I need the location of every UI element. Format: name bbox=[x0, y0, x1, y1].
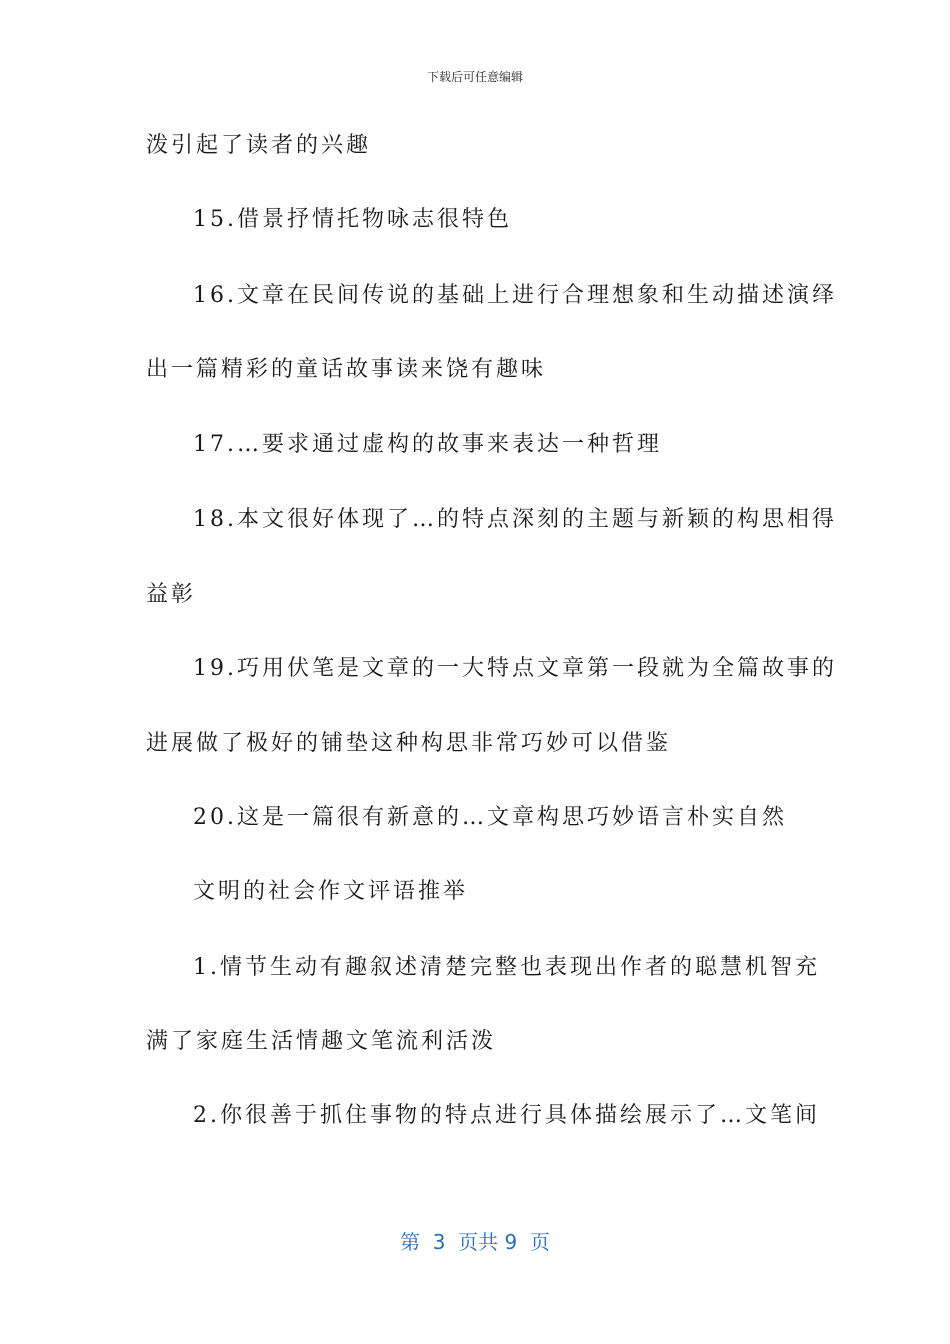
body-line: 19.巧用伏笔是文章的一大特点文章第一段就为全篇故事的 bbox=[193, 656, 837, 681]
body-line: 进展做了极好的铺垫这种构思非常巧妙可以借鉴 bbox=[146, 731, 672, 756]
body-line: 出一篇精彩的童话故事读来饶有趣味 bbox=[146, 357, 547, 382]
body-line: 15.借景抒情托物咏志很特色 bbox=[193, 207, 512, 232]
body-line: 18.本文很好体现了…的特点深刻的主题与新颖的构思相得 bbox=[193, 507, 837, 532]
body-line: 20.这是一篇很有新意的…文章构思巧妙语言朴实自然 bbox=[193, 805, 787, 830]
body-line: 2.你很善于抓住事物的特点进行具体描绘展示了…文笔间 bbox=[193, 1103, 820, 1128]
body-line: 益彰 bbox=[146, 582, 197, 607]
page-number: 第 3 页共 9 页 bbox=[400, 1230, 550, 1254]
section-heading: 文明的社会作文评语推举 bbox=[193, 879, 469, 904]
body-line: 17.…要求通过虚构的故事来表达一种哲理 bbox=[193, 432, 662, 457]
body-line: 满了家庭生活情趣文笔流利活泼 bbox=[146, 1029, 497, 1054]
body-line: 泼引起了读者的兴趣 bbox=[146, 133, 372, 158]
body-line: 1.情节生动有趣叙述清楚完整也表现出作者的聪慧机智充 bbox=[193, 955, 820, 980]
body-line: 16.文章在民间传说的基础上进行合理想象和生动描述演绎 bbox=[193, 283, 837, 308]
page-header-note: 下载后可任意编辑 bbox=[426, 70, 523, 84]
